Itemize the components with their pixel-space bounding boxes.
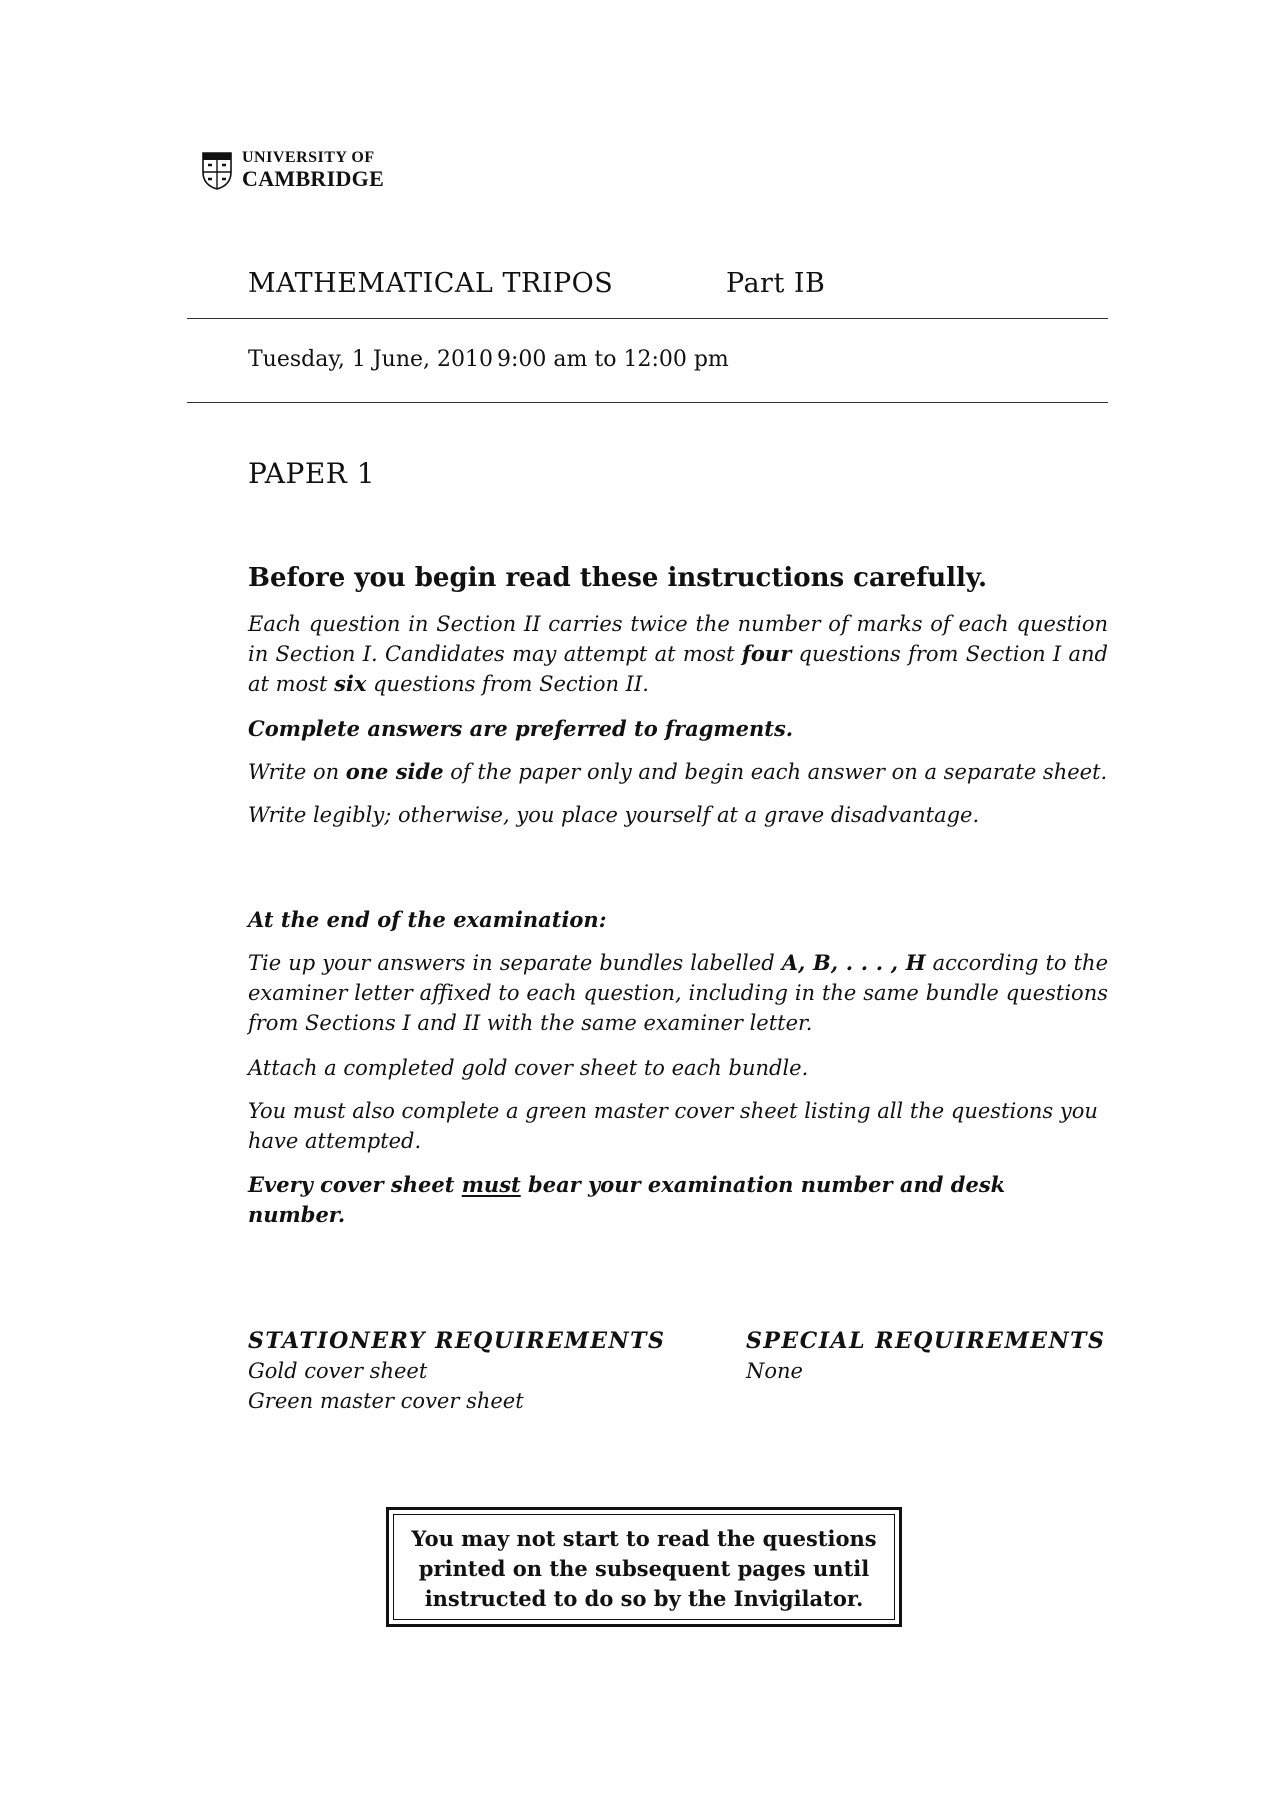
instructions-paragraph-2: Complete answers are preferred to fragments.	[248, 716, 794, 741]
notice-line-3: instructed to do so by the Invigilator.	[424, 1586, 864, 1611]
exam-part: Part IB	[726, 268, 826, 299]
paper-number: PAPER 1	[248, 457, 376, 490]
special-requirements	[746, 1328, 1105, 1386]
stationery-requirements	[248, 1328, 665, 1416]
header-rule-bottom	[187, 402, 1108, 403]
end-paragraph-3: You must also complete a green master cover sheet listing all the questions you have attempted.	[248, 1099, 1098, 1153]
university-logo	[202, 150, 384, 190]
special-item: None	[746, 1359, 803, 1383]
end-paragraph-1: Tie up your answers in separate bundles labelled A, B, . . . , H according to the examiner letter affixed to each question, including in the same bundle questions from Sections I and II with the same examiner letter.	[248, 950, 1109, 1035]
special-title: SPECIAL REQUIREMENTS	[746, 1328, 1106, 1354]
instructions-paragraph-4: Write legibly; otherwise, you place yourself at a grave disadvantage.	[248, 803, 980, 827]
notice-line-1: You may not start to read the questions	[411, 1526, 877, 1551]
instructions-paragraph-3: Write on one side of the paper only and begin each answer on a separate sheet.	[248, 759, 1108, 784]
stationery-item: Green master cover sheet	[248, 1389, 524, 1413]
logo-line-1: UNIVERSITY OF	[242, 149, 375, 166]
exam-title: MATHEMATICAL TRIPOS	[248, 268, 614, 299]
instructions-title: Before you begin read these instructions carefully.	[248, 563, 988, 593]
invigilator-notice-box	[386, 1507, 902, 1627]
end-paragraph-2: Attach a completed gold cover sheet to each bundle.	[248, 1056, 809, 1080]
end-paragraph-4: Every cover sheet must bear your examination number and desk number.	[248, 1172, 1006, 1227]
instructions-paragraph-1: Each question in Section II carries twice the number of marks of each question in Section I. Candidates may attempt at most four questions from Section I and at most six questions from Section II.	[248, 612, 1108, 696]
exam-time: 9:00 am to 12:00 pm	[497, 347, 729, 372]
crest-icon	[202, 152, 232, 190]
stationery-title: STATIONERY REQUIREMENTS	[248, 1328, 666, 1354]
end-title: At the end of the examination:	[248, 907, 607, 932]
notice-line-2: printed on the subsequent pages until	[418, 1556, 870, 1581]
stationery-item: Gold cover sheet	[248, 1359, 428, 1383]
logo-line-2: CAMBRIDGE	[242, 166, 385, 191]
exam-date: Tuesday, 1 June, 2010	[248, 347, 493, 372]
header-rule-top	[187, 318, 1108, 319]
